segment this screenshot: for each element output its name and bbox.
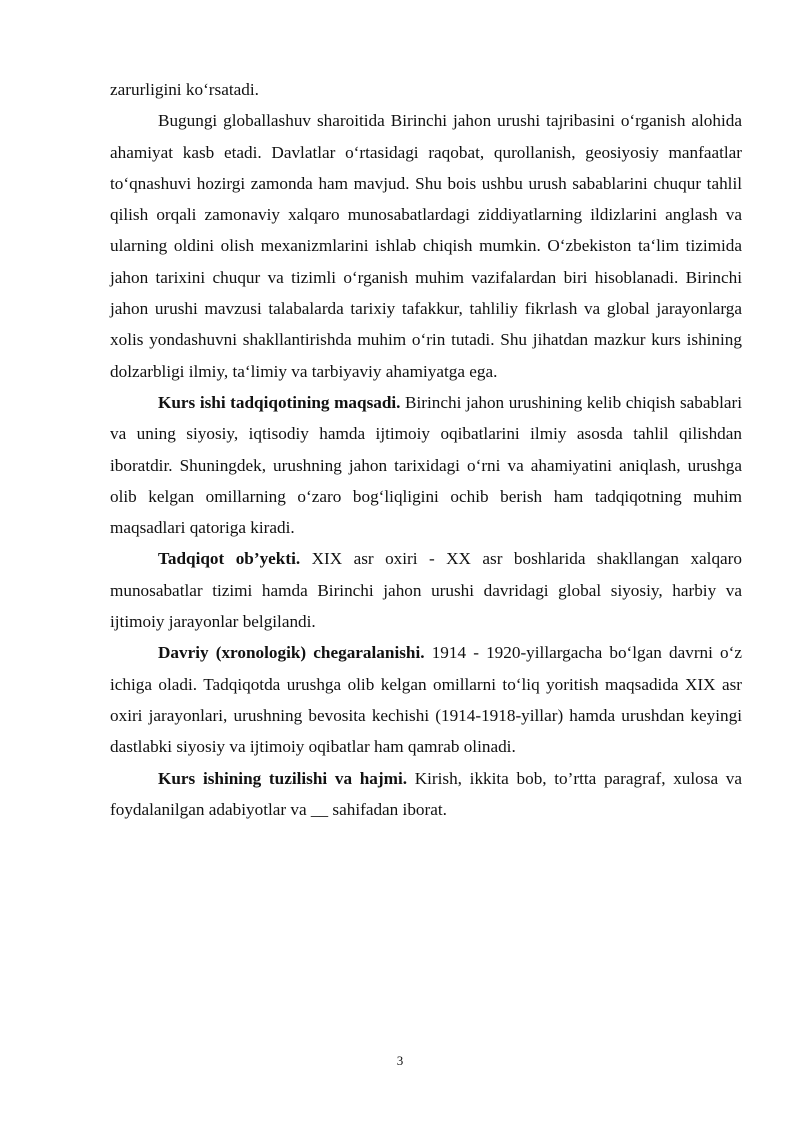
paragraph-lead: Kurs ishining tuzilishi va hajmi. [158, 768, 408, 788]
paragraph-text: zarurligini ko‘rsatadi. [110, 80, 259, 99]
paragraph-text: Birinchi jahon urushining kelib chiqish sabablari va uning siyosiy, iqtisodiy hamda ijtimoiy oqibatlarini ilmiy asosda tahlil qilishdan iboratdir. Shuningdek, urushning jahon tarixidagi o‘rni va ahamiyatini aniqlash, urushga olib kelgan omillarning o‘zaro bog‘liqligini ochib berish ham tadqiqotning muhim maqsadlari qatoriga kiradi. [110, 392, 742, 538]
paragraph-text: 1914 - 1920-yillargacha bo‘lgan davrni o‘z ichiga oladi. Tadqiqotda urushga olib kelgan omillarni to‘liq yoritish maqsadida XIX asr oxiri jarayonlari, urushning bevosita kechishi (1914-1918-yillar) hamda urushdan keyingi dastlabki siyosiy va ijtimoiy oqibatlar ham qamrab olinadi. [110, 643, 743, 757]
paragraph-chronology [110, 637, 742, 762]
paragraph-text: Kirish, ikkita bob, to’rtta paragraf, xulosa va foydalanilgan adabiyotlar va __ sahifadan iborat. [110, 768, 742, 819]
paragraph-lead: Tadqiqot ob’yekti. [158, 549, 301, 569]
paragraph-lead: Kurs ishi tadqiqotining maqsadi. [158, 392, 401, 412]
paragraph-continuation [110, 74, 742, 105]
paragraph-text: Bugungi globallashuv sharoitida Birinchi jahon urushi tajribasini o‘rganish alohida ahamiyat kasb etadi. Davlatlar o‘rtasidagi raqobat, qurollanish, geosiyosiy manfaatlar to‘qnashuvi hozirgi zamonda ham mavjud. Shu bois ushbu urush sabablarini chuqur tahlil qilish orqali zamonaviy xalqaro munosabatlardagi ziddiyatlarning ildizlarini anglash va ularning oldini olish mexanizmlarini ishlab chiqish mumkin. O‘zbekiston ta‘lim tizimida jahon tarixini chuqur va tizimli o‘rganish muhim vazifalardan biri hisoblanadi. Birinchi jahon urushi mavzusi talabalarda tarixiy tafakkur, tahliliy fikrlash va global jarayonlarga xolis yondashuvni shakllantirishda muhim o‘rin tutadi. Shu jihatdan mazkur kurs ishining dolzarbligi ilmiy, ta‘limiy va tarbiyaviy ahamiyatga ega. [110, 111, 742, 381]
paragraph-lead: Davriy (xronologik) chegaralanishi. [158, 643, 425, 663]
paragraph-object [110, 543, 742, 637]
page-number: 3 [396, 1053, 404, 1068]
body-text [110, 74, 742, 825]
paragraph-structure [110, 763, 742, 826]
paragraph-relevance [110, 105, 742, 387]
paragraph-aim [110, 387, 742, 543]
paragraph-text: XIX asr oxiri - XX asr boshlarida shakllangan xalqaro munosabatlar tizimi hamda Birinchi jahon urushi davridagi global siyosiy, harbiy va ijtimoiy jarayonlar belgilandi. [110, 549, 743, 632]
